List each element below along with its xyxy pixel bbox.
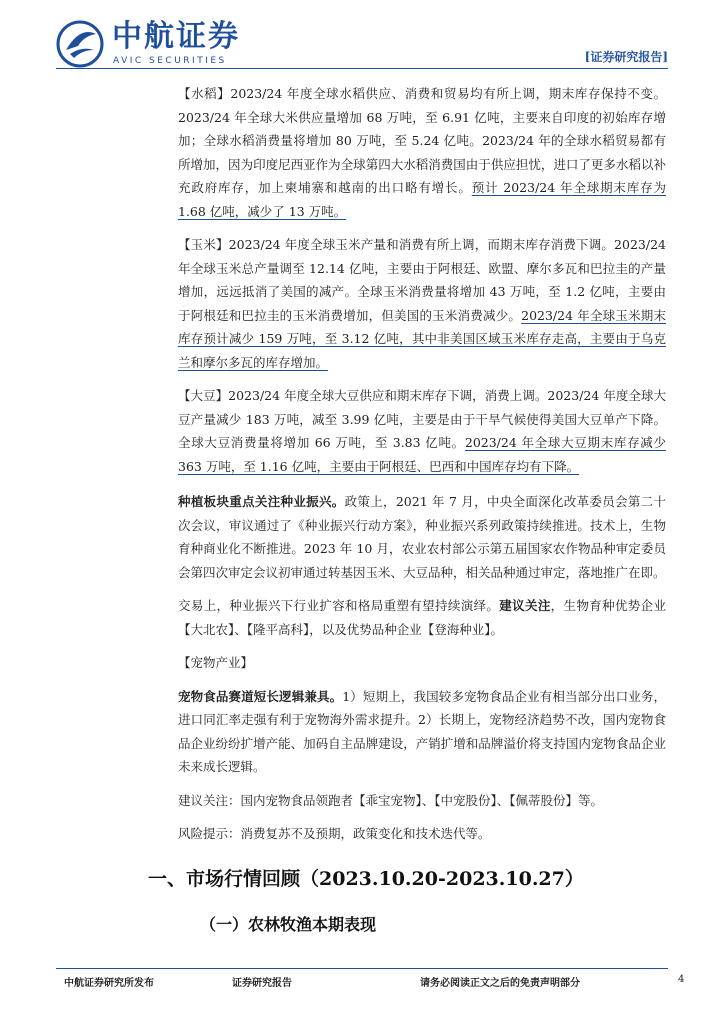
seed-trade-rest: ，生物育种优势企业【大北农】、【隆平高科】，以及优势品种企业【登海种业】。 [178,598,666,637]
paragraph-pet [178,685,666,779]
footer-report-type: 证券研究报告 [232,978,292,989]
rice-lead: 【水稻】 [178,86,231,101]
paragraph-risk: 风险提示：消费复苏不及预期，政策变化和技术迭代等。 [178,826,491,841]
subsection-heading-performance: （一）农林牧渔本期表现 [200,915,377,934]
footer-publisher: 中航证券研究所发布 [64,978,154,989]
corn-lead: 【玉米】 [178,237,229,252]
pet-industry-tag: 【宠物产业】 [178,655,254,670]
soy-highlight: 2023/24 年全球大豆期末库存减少 363 万吨，至 1.16 亿吨，主要由于阿根廷、巴西和中国库存均有下降。 [178,435,666,474]
footer-disclaimer: 请务必阅读正文之后的免责声明部分 [420,978,580,989]
paragraph-suggest: 建议关注：国内宠物食品领跑者【乖宝宠物】、【中宠股份】、【佩蒂股份】等。 [178,792,604,808]
paragraph-seed-policy [178,490,666,584]
report-type-tag: [证券研究报告] [584,50,668,64]
paragraph-seed-trade [178,594,666,641]
soy-body: 2023/24 年度全球大豆供应和期末库存下调，消费上调。2023/24 年度全球大豆产量减少 183 万吨，减至 3.99 亿吨，主要是由于干旱气候使得美国大豆单产下降。全球大豆消费量将增加 66 万吨，至 3.83 亿吨。 [178,388,666,450]
paragraph-rice [178,82,666,223]
paragraph-corn [178,233,666,374]
soy-lead: 【大豆】 [178,388,229,403]
logo-english-name: AVIC SECURITIES [113,56,227,66]
main-content [178,82,666,846]
avic-logo-icon [56,20,104,68]
page-header [0,0,724,80]
header-divider [56,68,668,69]
seed-trade-bold: 建议关注 [499,598,551,613]
corn-body: 2023/24 年度全球玉米产量和消费有所上调，而期末库存消费下调。2023/24 年全球玉米总产量调至 12.14 亿吨，主要由于阿根廷、欧盟、摩尔多瓦和巴拉圭的产量增加，远远抵消了美国的减产。全球玉米消费量将增加 43 万吨，至 1.2 亿吨，主要由于阿根廷和巴拉圭的玉米消费增加，但美国的玉米消费减少。 [178,237,666,323]
rice-highlight: 预计 2023/24 年全球期末库存为 1.68 亿吨，减少了 13 万吨。 [178,180,666,219]
section-heading-market-review: 一、市场行情回顾（2023.10.20-2023.10.27） [148,868,584,890]
pet-lead: 宠物食品赛道短长逻辑兼具。 [178,688,343,704]
logo-chinese-name: 中航证券 [112,19,240,54]
pet-body: 1）短期上，我国较多宠物食品企业有相当部分出口业务，进口同汇率走强有利于宠物海外需求提升。2）长期上，宠物经济趋势不改，国内宠物食品企业纷纷扩增产能、加码自主品牌建设，产销扩增和品牌溢价将支持国内宠物食品企业未来成长逻辑。 [178,688,666,774]
paragraph-soybean [178,384,666,478]
seed-trade-text: 交易上，种业振兴下行业扩容和格局重塑有望持续演绎。 [178,598,500,613]
seed-policy-body: 政策上，2021 年 7 月，中央全面深化改革委员会第二十次会议，审议通过了《种业振兴行动方案》，种业振兴系列政策持续推进。技术上，生物育种商业化不断推进。2023 年 10 月，农业农村部公示第五届国家农作物品种审定委员会第四次审定会议初审通过转基因玉米、大豆品种，相关品种通过审定，落地推广在即。 [178,494,666,580]
page-number: 4 [678,974,685,985]
corn-highlight: 2023/24 年全球玉米期末库存预计减少 159 万吨，至 3.12 亿吨，其中非美国区域玉米库存走高，主要由于乌克兰和摩尔多瓦的库存增加。 [178,307,666,370]
seed-policy-lead: 种植板块重点关注种业振兴。 [178,494,345,509]
footer-divider [56,968,668,969]
rice-body: 2023/24 年度全球水稻供应、消费和贸易均有所上调，期末库存保持不变。2023/24 年全球大米供应量增加 68 万吨，至 6.91 亿吨，主要来自印度的初始库存增加；全球水稻消费量将增加 80 万吨，至 5.24 亿吨。2023/24 年的全球水稻贸易都有所增加，因为印度尼西亚作为全球第四大水稻消费国由于供应担忧，进口了更多水稻以补充政府库存，加上柬埔寨和越南的出口略有增长。 [178,86,666,195]
